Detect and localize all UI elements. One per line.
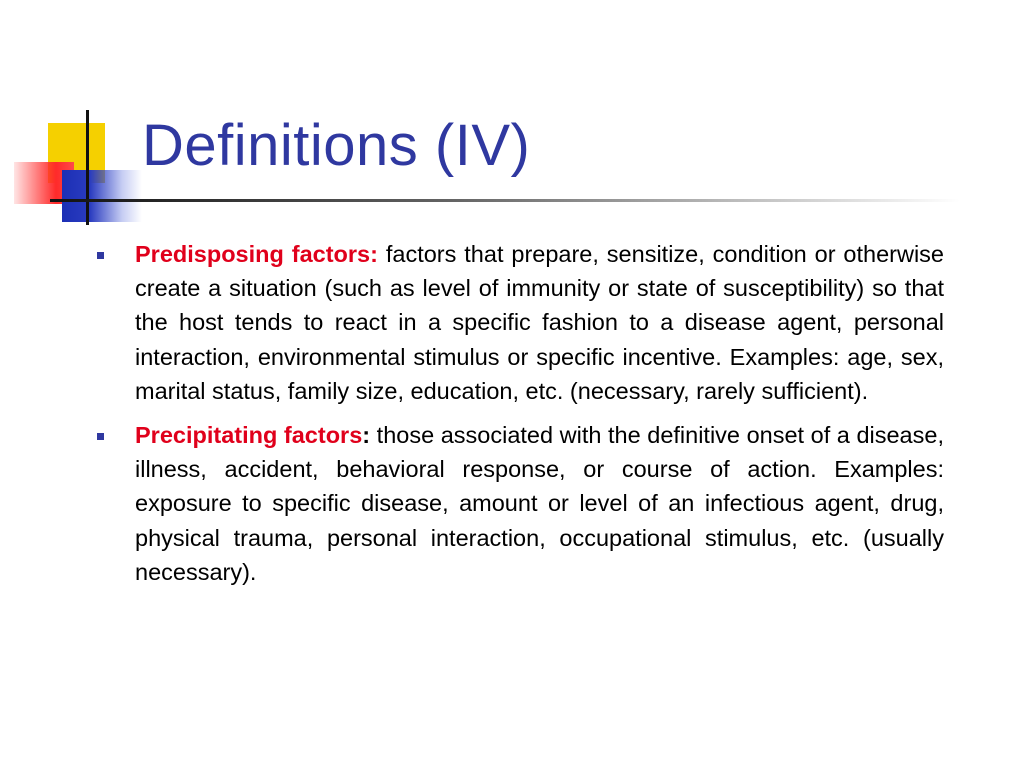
blue-square-decoration xyxy=(62,170,142,222)
slide-title: Definitions (IV) xyxy=(142,113,531,178)
square-bullet-icon xyxy=(97,252,104,259)
vertical-rule-decoration xyxy=(86,110,89,225)
definition-text: those associated with the definitive onset of a disease, illness, accident, behavioral response, or course of action. Examples: exposure to specific disease, amount or level of an infectious agent, drug, physical trauma, personal interaction, occupational stimulus, etc. (usually necessary). xyxy=(135,422,944,585)
bullet-list xyxy=(96,237,944,599)
term-label: Precipitating factors xyxy=(135,422,363,449)
term-colon: : xyxy=(362,422,371,449)
bullet-precipitating-factors xyxy=(96,418,944,589)
square-bullet-icon xyxy=(97,433,104,440)
title-underline-rule xyxy=(50,199,960,202)
bullet-text xyxy=(135,237,944,408)
bullet-predisposing-factors xyxy=(96,237,944,408)
bullet-text xyxy=(135,418,944,589)
definition-text: factors that prepare, sensitize, condition or otherwise create a situation (such as level of immunity or state of susceptibility) so that the host tends to react in a specific fashion to a disease agent, personal interaction, environmental stimulus or specific incentive. Examples: age, sex, marital status, family size, education, etc. (necessary, rarely sufficient). xyxy=(135,241,945,404)
term-label: Predisposing factors: xyxy=(135,241,378,267)
